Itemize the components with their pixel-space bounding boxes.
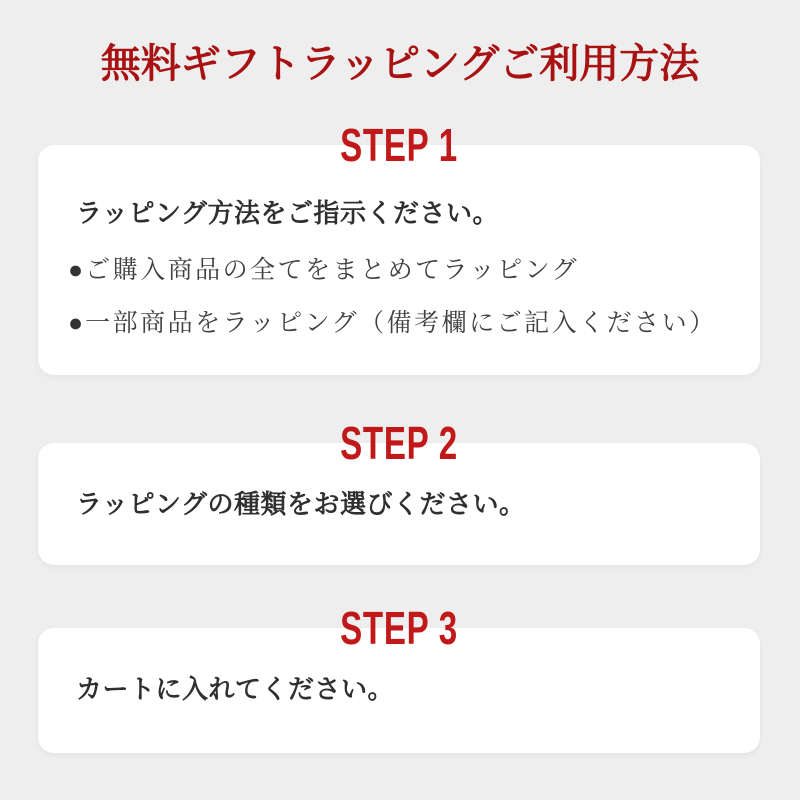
page-title: 無料ギフトラッピングご利用方法 <box>100 42 700 86</box>
step-1-heading: ラッピング方法をご指示ください。 <box>76 198 499 228</box>
step-2-label: STEP 2 <box>340 417 458 469</box>
bullet-icon: ● <box>68 308 84 337</box>
gift-wrapping-guide <box>0 42 800 800</box>
step-1-option-partial <box>68 310 730 338</box>
option-text: 一部商品をラッピング（備考欄にご記入ください） <box>85 308 717 337</box>
step-1-label: STEP 1 <box>340 119 458 171</box>
step-3-label: STEP 3 <box>340 602 458 654</box>
step-1-card <box>38 119 760 375</box>
bullet-icon: ● <box>68 256 84 284</box>
step-2-card <box>38 417 760 565</box>
step-3-card <box>38 602 760 753</box>
step-2-heading: ラッピングの種類をお選びください。 <box>76 489 526 519</box>
step-3-heading: カートに入れてください。 <box>76 674 395 704</box>
option-text: ご購入商品の全てをまとめてラッピング <box>85 256 580 284</box>
step-1-option-all <box>68 257 730 285</box>
